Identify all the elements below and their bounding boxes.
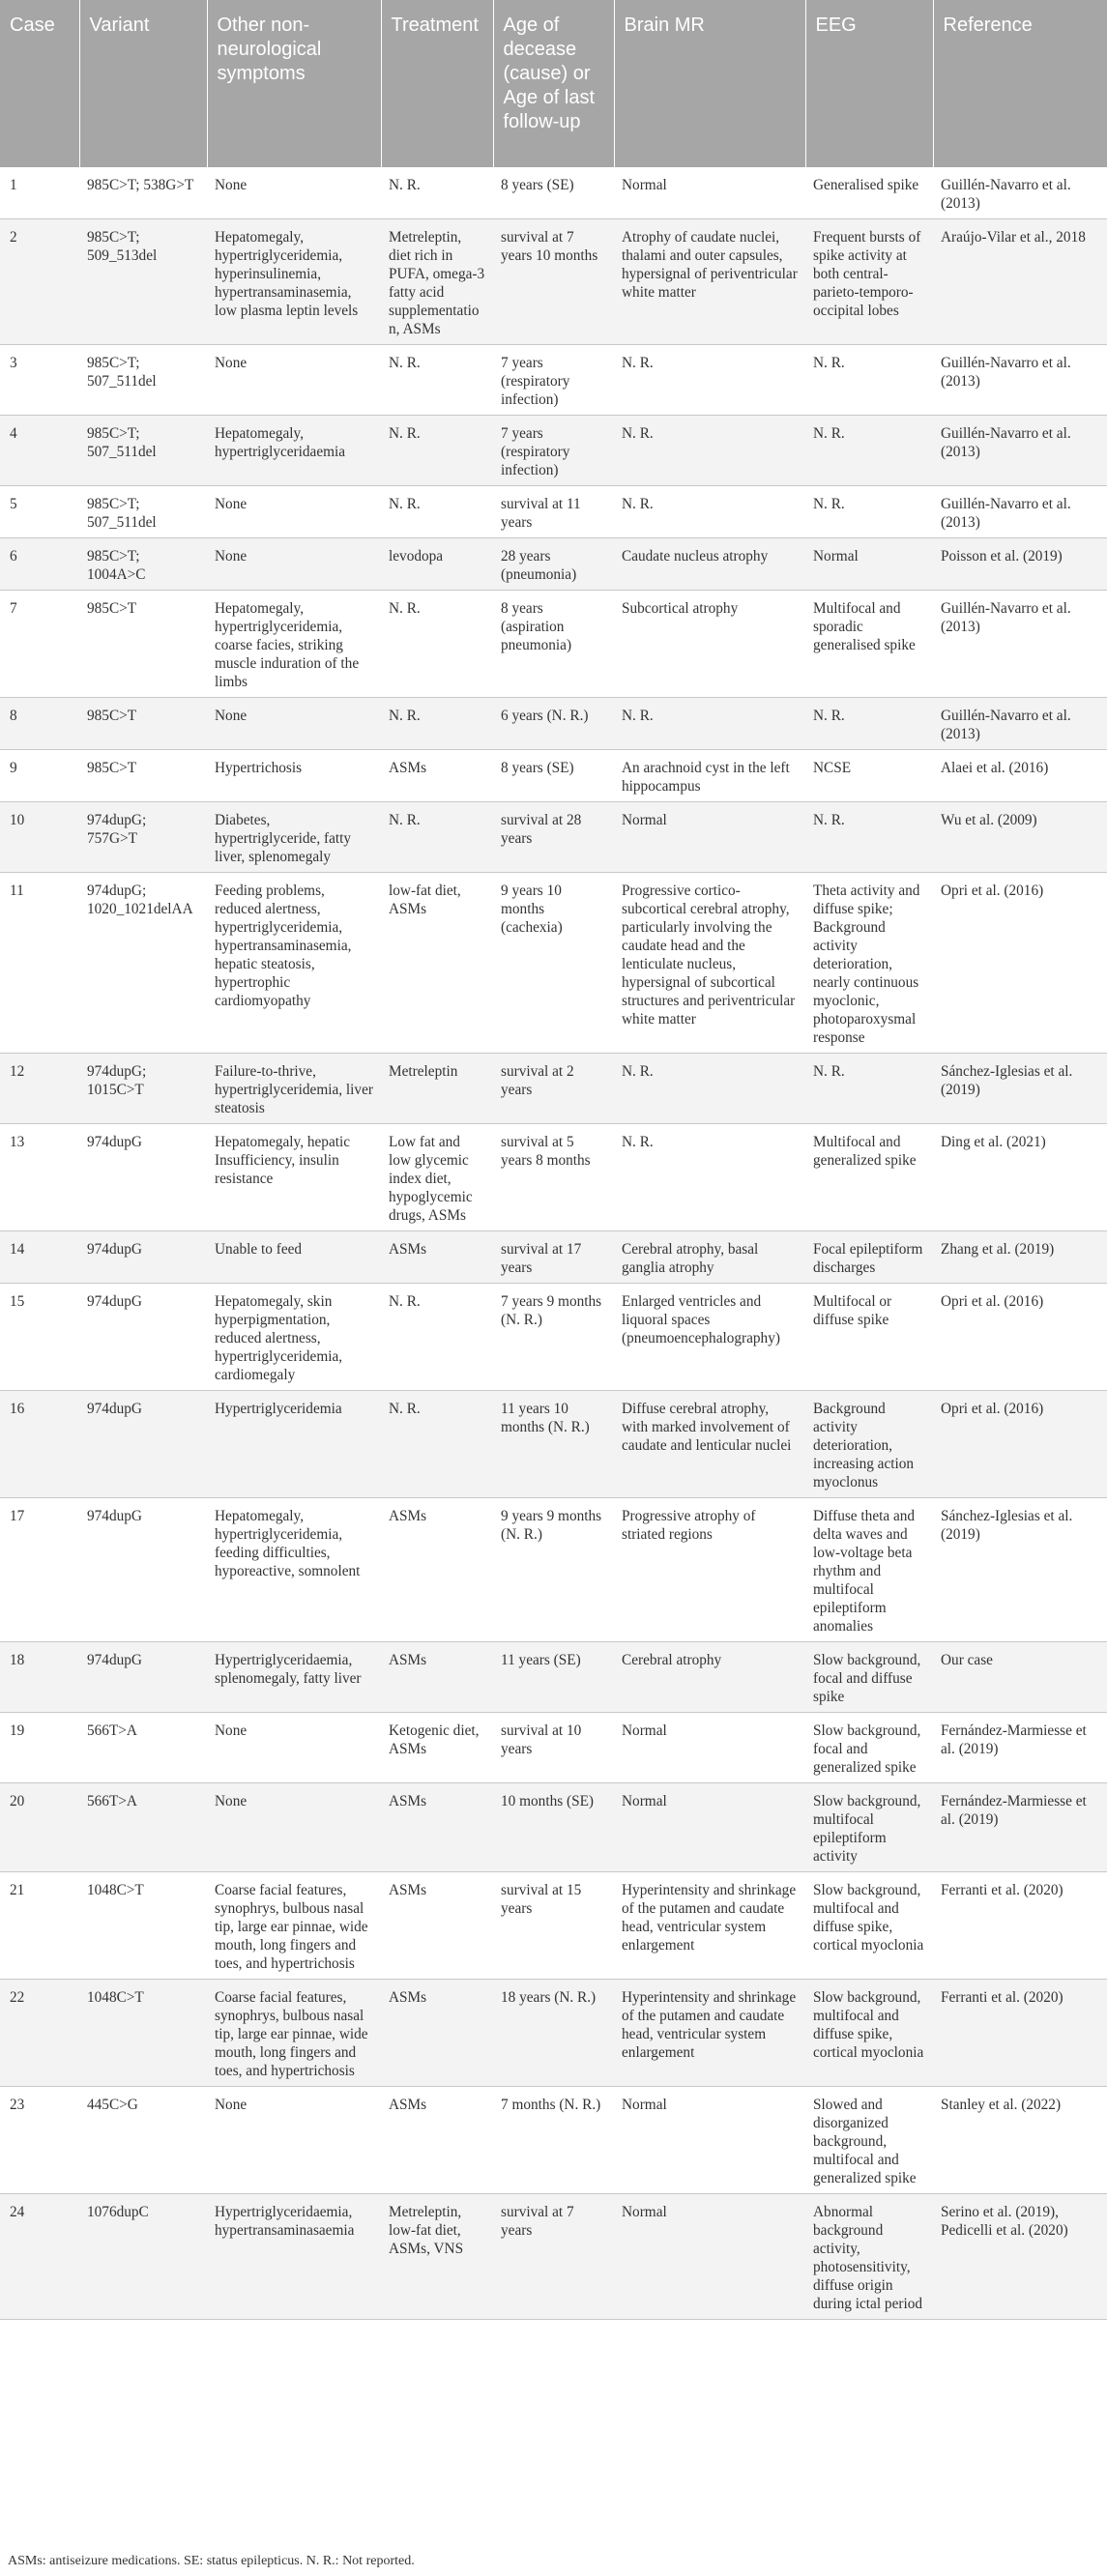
table-row: [0, 1498, 1107, 1642]
case-cell: 12: [0, 1054, 79, 1124]
age-cell: survival at 28 years: [493, 802, 614, 873]
table-row: [0, 1231, 1107, 1284]
variant-cell: 974dupG: [79, 1391, 207, 1498]
variant-cell: 974dupG: [79, 1231, 207, 1284]
eeg-cell: Slow background, multifocal and diffuse spike, cortical myoclonia: [805, 1872, 933, 1980]
case-cell: 7: [0, 591, 79, 698]
reference-cell: Opri et al. (2016): [933, 873, 1107, 1054]
treatment-cell: Metreleptin, low-fat diet, ASMs, VNS: [381, 2194, 493, 2320]
case-cell: 21: [0, 1872, 79, 1980]
age-cell: survival at 11 years: [493, 486, 614, 538]
treatment-cell: N. R.: [381, 698, 493, 750]
eeg-cell: Diffuse theta and delta waves and low-voltage beta rhythm and multifocal epileptiform anomalies: [805, 1498, 933, 1642]
case-cell: 23: [0, 2087, 79, 2194]
variant-cell: 974dupG: [79, 1498, 207, 1642]
brain-mr-cell: N. R.: [614, 416, 805, 486]
brain-mr-cell: Diffuse cerebral atrophy, with marked involvement of caudate and lenticular nuclei: [614, 1391, 805, 1498]
eeg-cell: N. R.: [805, 1054, 933, 1124]
treatment-cell: N. R.: [381, 802, 493, 873]
eeg-cell: N. R.: [805, 345, 933, 416]
other-symptoms-cell: Coarse facial features, synophrys, bulbous nasal tip, large ear pinnae, wide mouth, long fingers and toes, and hypertrichosis: [207, 1872, 381, 1980]
table-row: [0, 802, 1107, 873]
eeg-cell: Normal: [805, 538, 933, 591]
reference-cell: Guillén-Navarro et al. (2013): [933, 416, 1107, 486]
other-symptoms-cell: None: [207, 1783, 381, 1872]
treatment-cell: N. R.: [381, 486, 493, 538]
brain-mr-cell: Caudate nucleus atrophy: [614, 538, 805, 591]
case-cell: 4: [0, 416, 79, 486]
table-row: [0, 1783, 1107, 1872]
table-row: [0, 538, 1107, 591]
variant-cell: 1076dupC: [79, 2194, 207, 2320]
other-symptoms-cell: Hypertrichosis: [207, 750, 381, 802]
treatment-cell: N. R.: [381, 416, 493, 486]
age-cell: 8 years (SE): [493, 167, 614, 219]
brain-mr-cell: Progressive atrophy of striated regions: [614, 1498, 805, 1642]
variant-cell: 566T>A: [79, 1783, 207, 1872]
other-symptoms-cell: None: [207, 698, 381, 750]
other-symptoms-cell: Diabetes, hypertriglyceride, fatty liver, splenomegaly: [207, 802, 381, 873]
eeg-cell: Frequent bursts of spike activity at both central-parieto-temporo-occipital lobes: [805, 219, 933, 345]
header-eeg: EEG: [805, 0, 933, 167]
brain-mr-cell: Subcortical atrophy: [614, 591, 805, 698]
table-row: [0, 1980, 1107, 2087]
variant-cell: 985C>T: [79, 591, 207, 698]
brain-mr-cell: An arachnoid cyst in the left hippocampus: [614, 750, 805, 802]
brain-mr-cell: Progressive cortico-subcortical cerebral atrophy, particularly involving the caudate head and the lenticulate nucleus, hypersignal of subcortical structures and periventricular white matter: [614, 873, 805, 1054]
eeg-cell: Background activity deterioration, increasing action myoclonus: [805, 1391, 933, 1498]
treatment-cell: N. R.: [381, 1391, 493, 1498]
brain-mr-cell: N. R.: [614, 345, 805, 416]
variant-cell: 985C>T; 507_511del: [79, 486, 207, 538]
reference-cell: Guillén-Navarro et al. (2013): [933, 486, 1107, 538]
other-symptoms-cell: Hepatomegaly, hypertriglyceridemia, hyperinsulinemia, hypertransaminasemia, low plasma leptin levels: [207, 219, 381, 345]
treatment-cell: levodopa: [381, 538, 493, 591]
age-cell: 11 years 10 months (N. R.): [493, 1391, 614, 1498]
reference-cell: Poisson et al. (2019): [933, 538, 1107, 591]
table-row: [0, 1642, 1107, 1713]
age-cell: survival at 7 years: [493, 2194, 614, 2320]
treatment-cell: low-fat diet, ASMs: [381, 873, 493, 1054]
table-row: [0, 167, 1107, 219]
eeg-cell: Multifocal and sporadic generalised spike: [805, 591, 933, 698]
age-cell: 7 years (respiratory infection): [493, 345, 614, 416]
treatment-cell: ASMs: [381, 1783, 493, 1872]
brain-mr-cell: N. R.: [614, 698, 805, 750]
treatment-cell: ASMs: [381, 1642, 493, 1713]
table-footnote: ASMs: antiseizure medications. SE: status epilepticus. N. R.: Not reported.: [8, 2554, 415, 2568]
reference-cell: Fernández-Marmiesse et al. (2019): [933, 1783, 1107, 1872]
reference-cell: Sánchez-Iglesias et al. (2019): [933, 1054, 1107, 1124]
reference-cell: Fernández-Marmiesse et al. (2019): [933, 1713, 1107, 1783]
case-cell: 3: [0, 345, 79, 416]
other-symptoms-cell: None: [207, 167, 381, 219]
case-cell: 2: [0, 219, 79, 345]
age-cell: survival at 10 years: [493, 1713, 614, 1783]
eeg-cell: Slow background, multifocal epileptiform activity: [805, 1783, 933, 1872]
table-row: [0, 486, 1107, 538]
table-row: [0, 591, 1107, 698]
header-other-symptoms: Other non-neurological symptoms: [207, 0, 381, 167]
age-cell: survival at 2 years: [493, 1054, 614, 1124]
eeg-cell: Slowed and disorganized background, multifocal and generalized spike: [805, 2087, 933, 2194]
header-case: Case: [0, 0, 79, 167]
eeg-cell: Slow background, focal and diffuse spike: [805, 1642, 933, 1713]
case-cell: 8: [0, 698, 79, 750]
case-cell: 13: [0, 1124, 79, 1231]
age-cell: 8 years (aspiration pneumonia): [493, 591, 614, 698]
variant-cell: 985C>T: [79, 750, 207, 802]
reference-cell: Guillén-Navarro et al. (2013): [933, 167, 1107, 219]
other-symptoms-cell: Hepatomegaly, hypertriglyceridemia, feeding difficulties, hyporeactive, somnolent: [207, 1498, 381, 1642]
treatment-cell: ASMs: [381, 1872, 493, 1980]
reference-cell: Sánchez-Iglesias et al. (2019): [933, 1498, 1107, 1642]
reference-cell: Opri et al. (2016): [933, 1391, 1107, 1498]
case-cell: 5: [0, 486, 79, 538]
eeg-cell: N. R.: [805, 802, 933, 873]
table-row: [0, 873, 1107, 1054]
table-row: [0, 2087, 1107, 2194]
other-symptoms-cell: Hepatomegaly, hepatic Insufficiency, insulin resistance: [207, 1124, 381, 1231]
other-symptoms-cell: Hypertriglyceridaemia, hypertransaminasaemia: [207, 2194, 381, 2320]
reference-cell: Araújo-Vilar et al., 2018: [933, 219, 1107, 345]
variant-cell: 974dupG: [79, 1284, 207, 1391]
case-cell: 11: [0, 873, 79, 1054]
brain-mr-cell: N. R.: [614, 486, 805, 538]
age-cell: survival at 17 years: [493, 1231, 614, 1284]
reference-cell: Ferranti et al. (2020): [933, 1980, 1107, 2087]
eeg-cell: Slow background, multifocal and diffuse spike, cortical myoclonia: [805, 1980, 933, 2087]
eeg-cell: Generalised spike: [805, 167, 933, 219]
case-cell: 14: [0, 1231, 79, 1284]
reference-cell: Ding et al. (2021): [933, 1124, 1107, 1231]
variant-cell: 566T>A: [79, 1713, 207, 1783]
variant-cell: 1048C>T: [79, 1872, 207, 1980]
brain-mr-cell: Normal: [614, 1783, 805, 1872]
age-cell: survival at 5 years 8 months: [493, 1124, 614, 1231]
brain-mr-cell: Enlarged ventricles and liquoral spaces (pneumoencephalography): [614, 1284, 805, 1391]
variant-cell: 985C>T; 507_511del: [79, 345, 207, 416]
table-body: [0, 167, 1107, 2320]
eeg-cell: Multifocal and generalized spike: [805, 1124, 933, 1231]
brain-mr-cell: N. R.: [614, 1054, 805, 1124]
reference-cell: Guillén-Navarro et al. (2013): [933, 591, 1107, 698]
table-row: [0, 750, 1107, 802]
other-symptoms-cell: Hypertriglyceridaemia, splenomegaly, fatty liver: [207, 1642, 381, 1713]
case-cell: 20: [0, 1783, 79, 1872]
other-symptoms-cell: Hepatomegaly, hypertriglyceridaemia: [207, 416, 381, 486]
case-cell: 19: [0, 1713, 79, 1783]
treatment-cell: Ketogenic diet, ASMs: [381, 1713, 493, 1783]
header-reference: Reference: [933, 0, 1107, 167]
table-row: [0, 698, 1107, 750]
brain-mr-cell: Normal: [614, 1713, 805, 1783]
eeg-cell: Focal epileptiform discharges: [805, 1231, 933, 1284]
other-symptoms-cell: None: [207, 1713, 381, 1783]
case-cell: 22: [0, 1980, 79, 2087]
reference-cell: Wu et al. (2009): [933, 802, 1107, 873]
other-symptoms-cell: None: [207, 2087, 381, 2194]
age-cell: 18 years (N. R.): [493, 1980, 614, 2087]
reference-cell: Alaei et al. (2016): [933, 750, 1107, 802]
treatment-cell: ASMs: [381, 2087, 493, 2194]
table-row: [0, 1872, 1107, 1980]
other-symptoms-cell: Hepatomegaly, skin hyperpigmentation, reduced alertness, hypertriglyceridemia, cardiomegaly: [207, 1284, 381, 1391]
header-brain-mr: Brain MR: [614, 0, 805, 167]
header-treatment: Treatment: [381, 0, 493, 167]
variant-cell: 974dupG; 757G>T: [79, 802, 207, 873]
other-symptoms-cell: None: [207, 538, 381, 591]
case-cell: 16: [0, 1391, 79, 1498]
eeg-cell: Slow background, focal and generalized spike: [805, 1713, 933, 1783]
reference-cell: Stanley et al. (2022): [933, 2087, 1107, 2194]
header-age: Age of decease (cause) or Age of last follow-up: [493, 0, 614, 167]
variant-cell: 985C>T: [79, 698, 207, 750]
case-cell: 15: [0, 1284, 79, 1391]
age-cell: 11 years (SE): [493, 1642, 614, 1713]
age-cell: survival at 15 years: [493, 1872, 614, 1980]
eeg-cell: NCSE: [805, 750, 933, 802]
case-cell: 9: [0, 750, 79, 802]
table-row: [0, 1284, 1107, 1391]
brain-mr-cell: Atrophy of caudate nuclei, thalami and outer capsules, hypersignal of periventricular white matter: [614, 219, 805, 345]
reference-cell: Serino et al. (2019), Pedicelli et al. (2020): [933, 2194, 1107, 2320]
case-cell: 6: [0, 538, 79, 591]
eeg-cell: Multifocal or diffuse spike: [805, 1284, 933, 1391]
variant-cell: 974dupG: [79, 1642, 207, 1713]
reference-cell: Opri et al. (2016): [933, 1284, 1107, 1391]
age-cell: survival at 7 years 10 months: [493, 219, 614, 345]
brain-mr-cell: Hyperintensity and shrinkage of the putamen and caudate head, ventricular system enlargement: [614, 1872, 805, 1980]
variant-cell: 974dupG: [79, 1124, 207, 1231]
table-row: [0, 1713, 1107, 1783]
variant-cell: 445C>G: [79, 2087, 207, 2194]
eeg-cell: N. R.: [805, 416, 933, 486]
eeg-cell: Theta activity and diffuse spike; Background activity deterioration, nearly continuous myoclonic, photoparoxysmal response: [805, 873, 933, 1054]
brain-mr-cell: Normal: [614, 2194, 805, 2320]
brain-mr-cell: Cerebral atrophy, basal ganglia atrophy: [614, 1231, 805, 1284]
treatment-cell: Metreleptin: [381, 1054, 493, 1124]
treatment-cell: ASMs: [381, 1231, 493, 1284]
table-row: [0, 1124, 1107, 1231]
variant-cell: 985C>T; 509_513del: [79, 219, 207, 345]
treatment-cell: ASMs: [381, 1980, 493, 2087]
variant-cell: 985C>T; 538G>T: [79, 167, 207, 219]
other-symptoms-cell: None: [207, 486, 381, 538]
header-variant: Variant: [79, 0, 207, 167]
reference-cell: Zhang et al. (2019): [933, 1231, 1107, 1284]
case-cell: 1: [0, 167, 79, 219]
brain-mr-cell: N. R.: [614, 1124, 805, 1231]
brain-mr-cell: Normal: [614, 167, 805, 219]
age-cell: 7 months (N. R.): [493, 2087, 614, 2194]
variant-cell: 985C>T; 1004A>C: [79, 538, 207, 591]
table-row: [0, 219, 1107, 345]
brain-mr-cell: Normal: [614, 802, 805, 873]
other-symptoms-cell: Coarse facial features, synophrys, bulbous nasal tip, large ear pinnae, wide mouth, long fingers and toes, and hypertrichosis: [207, 1980, 381, 2087]
eeg-cell: N. R.: [805, 698, 933, 750]
treatment-cell: ASMs: [381, 750, 493, 802]
age-cell: 7 years 9 months (N. R.): [493, 1284, 614, 1391]
age-cell: 28 years (pneumonia): [493, 538, 614, 591]
age-cell: 10 months (SE): [493, 1783, 614, 1872]
treatment-cell: N. R.: [381, 345, 493, 416]
other-symptoms-cell: Unable to feed: [207, 1231, 381, 1284]
treatment-cell: N. R.: [381, 167, 493, 219]
header-row: [0, 0, 1107, 167]
reference-cell: Guillén-Navarro et al. (2013): [933, 698, 1107, 750]
eeg-cell: Abnormal background activity, photosensitivity, diffuse origin during ictal period: [805, 2194, 933, 2320]
treatment-cell: ASMs: [381, 1498, 493, 1642]
other-symptoms-cell: Hepatomegaly, hypertriglyceridemia, coarse facies, striking muscle induration of the limbs: [207, 591, 381, 698]
variant-cell: 974dupG; 1020_1021delAA: [79, 873, 207, 1054]
treatment-cell: N. R.: [381, 591, 493, 698]
treatment-cell: Low fat and low glycemic index diet, hypoglycemic drugs, ASMs: [381, 1124, 493, 1231]
case-cell: 18: [0, 1642, 79, 1713]
other-symptoms-cell: None: [207, 345, 381, 416]
case-cell: 10: [0, 802, 79, 873]
other-symptoms-cell: Failure-to-thrive, hypertriglyceridemia, liver steatosis: [207, 1054, 381, 1124]
age-cell: 8 years (SE): [493, 750, 614, 802]
case-cell: 24: [0, 2194, 79, 2320]
brain-mr-cell: Hyperintensity and shrinkage of the putamen and caudate head, ventricular system enlargement: [614, 1980, 805, 2087]
brain-mr-cell: Normal: [614, 2087, 805, 2194]
age-cell: 7 years (respiratory infection): [493, 416, 614, 486]
case-cell: 17: [0, 1498, 79, 1642]
reference-cell: Ferranti et al. (2020): [933, 1872, 1107, 1980]
treatment-cell: Metreleptin, diet rich in PUFA, omega-3 fatty acid supplementation, ASMs: [381, 219, 493, 345]
variant-cell: 1048C>T: [79, 1980, 207, 2087]
treatment-cell: N. R.: [381, 1284, 493, 1391]
age-cell: 9 years 10 months (cachexia): [493, 873, 614, 1054]
table-row: [0, 345, 1107, 416]
reference-cell: Guillén-Navarro et al. (2013): [933, 345, 1107, 416]
other-symptoms-cell: Hypertriglyceridemia: [207, 1391, 381, 1498]
other-symptoms-cell: Feeding problems, reduced alertness, hypertriglyceridemia, hypertransaminasemia, hepatic steatosis, hypertrophic cardiomyopathy: [207, 873, 381, 1054]
variant-cell: 974dupG; 1015C>T: [79, 1054, 207, 1124]
table-row: [0, 416, 1107, 486]
table-row: [0, 1054, 1107, 1124]
table-row: [0, 1391, 1107, 1498]
eeg-cell: N. R.: [805, 486, 933, 538]
age-cell: 6 years (N. R.): [493, 698, 614, 750]
variant-cell: 985C>T; 507_511del: [79, 416, 207, 486]
table-row: [0, 2194, 1107, 2320]
table-header: [0, 0, 1107, 167]
age-cell: 9 years 9 months (N. R.): [493, 1498, 614, 1642]
reference-cell: Our case: [933, 1642, 1107, 1713]
brain-mr-cell: Cerebral atrophy: [614, 1642, 805, 1713]
